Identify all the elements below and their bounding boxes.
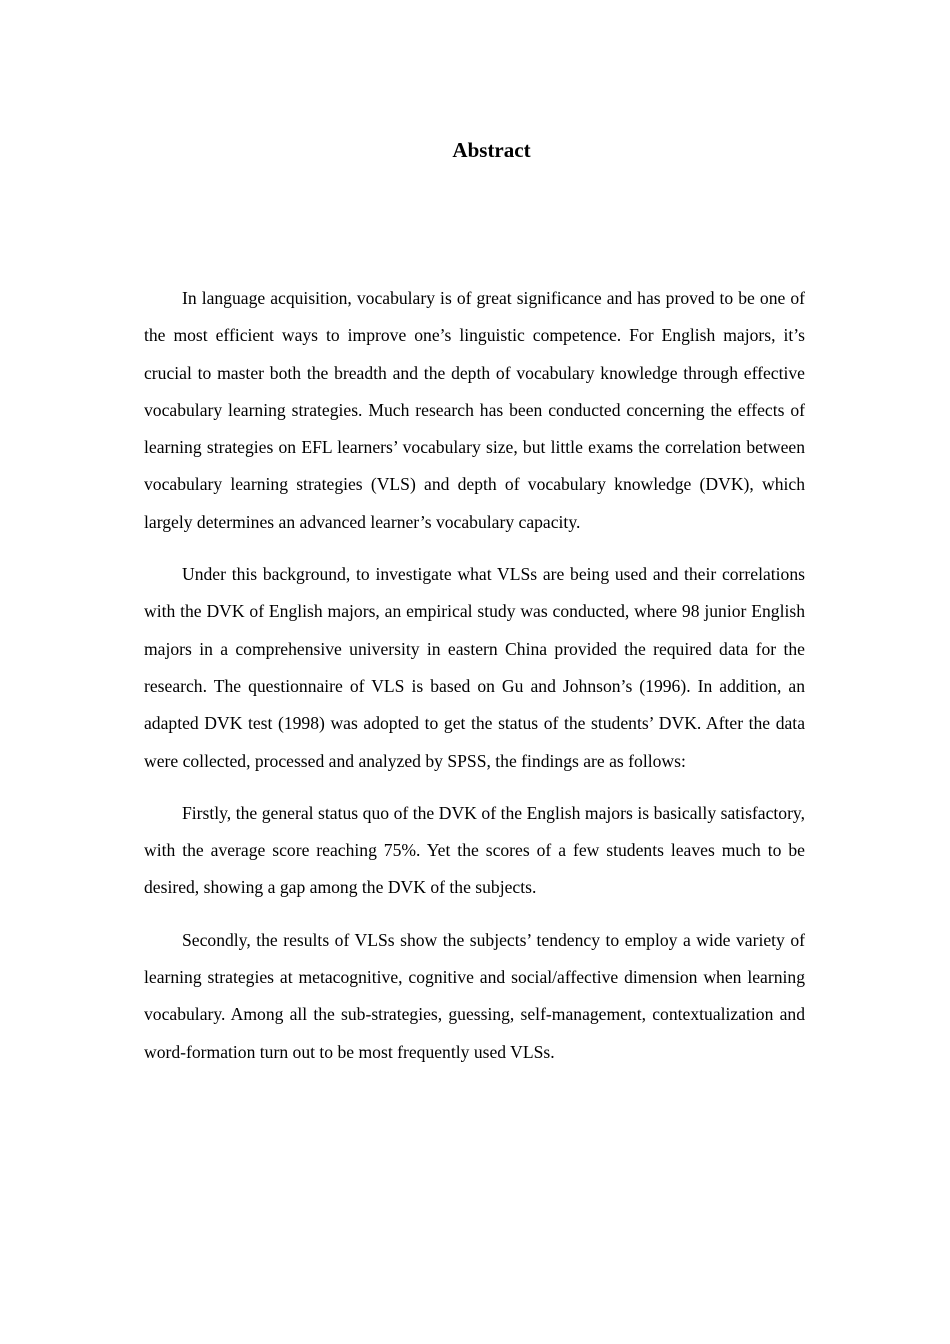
paragraph-3: Firstly, the general status quo of the DVK of the English majors is basically satisfactory, with the average score reaching 75%. Yet the scores of a few students leaves much to be desired, showing a gap among the DVK of the subjects. [144,802,805,898]
paragraph-1: In language acquisition, vocabulary is of great significance and has proved to be one of the most efficient ways to improve one’s linguistic competence. For English majors, it’s crucial to master both the breadth and the depth of vocabulary knowledge through effective vocabulary learning strategies. Much research has been conducted concerning the effects of learning strategies on EFL learners’ vocabulary size, but little exams the correlation between vocabulary learning strategies (VLS) and depth of vocabulary knowledge (DVK), which largely determines an advanced learner’s vocabulary capacity. [144,288,805,532]
paragraph-2: Under this background, to investigate what VLSs are being used and their correlations with the DVK of English majors, an empirical study was conducted, where 98 junior English majors in a comprehensive university in eastern China provided the required data for the research. The questionnaire of VLS is based on Gu and Johnson’s (1996). In addition, an adapted DVK test (1998) was adopted to get the status of the students’ DVK. After the data were collected, processed and analyzed by SPSS, the findings are as follows: [144,564,805,771]
page-title: Abstract [452,138,531,162]
abstract-body [144,280,805,1086]
paragraph-4: Secondly, the results of VLSs show the subjects’ tendency to employ a wide variety of learning strategies at metacognitive, cognitive and social/affective dimension when learning vocabulary. Among all the sub-strategies, guessing, self-management, contextualization and word-formation turn out to be most frequently used VLSs. [144,929,805,1062]
